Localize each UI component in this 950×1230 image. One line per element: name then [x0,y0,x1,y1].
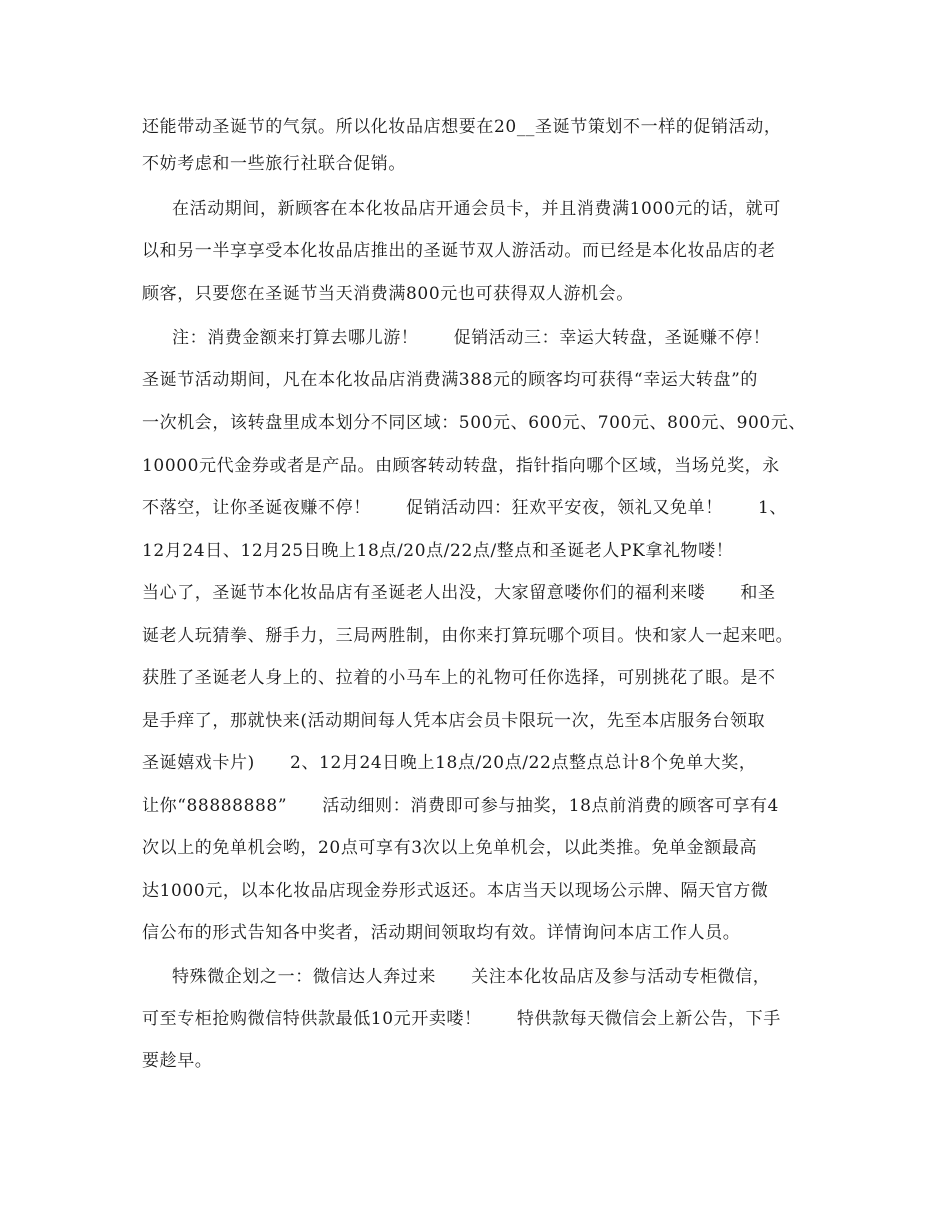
text-line: 10000元代金券或者是产品。由顾客转动转盘，指针指向哪个区域，当场兑奖，永 [142,456,780,476]
text-line: 一次机会，该转盘里成本划分不同区域：500元、600元、700元、800元、900元、 [142,413,807,433]
text-line: 不妨考虑和一些旅行社联合促销。 [142,154,406,174]
text-line: 当心了，圣诞节本化妆品店有圣诞老人出没，大家留意喽你们的福利来喽 和圣 [142,583,776,603]
text-line: 信公布的形式告知各中奖者，活动期间领取均有效。详情询问本店工作人员。 [142,923,741,943]
text-line: 诞老人玩猜拳、掰手力，三局两胜制，由你来打算玩哪个项目。快和家人一起来吧。 [142,626,794,646]
text-line: 获胜了圣诞老人身上的、拉着的小马车上的礼物可任你选择，可别挑花了眼。是不 [142,668,776,688]
text-line: 圣诞节活动期间，凡在本化妆品店消费满388元的顾客均可获得“幸运大转盘”的 [142,370,759,390]
text-line: 达1000元，以本化妆品店现金券形式返还。本店当天以现场公示牌、隔天官方微 [142,881,769,901]
text-line: 以和另一半享享受本化妆品店推出的圣诞节双人游活动。而已经是本化妆品店的老 [142,241,776,261]
paragraph-start-line: 注：消费金额来打算去哪儿游！ 促销活动三：幸运大转盘，圣诞赚不停！ [172,328,771,348]
text-line: 要趁早。 [142,1051,213,1071]
text-line: 可至专柜抢购微信特供款最低10元开卖喽！ 特供款每天微信会上新公告，下手 [142,1009,781,1029]
paragraph-start-line: 在活动期间，新顾客在本化妆品店开通会员卡，并且消费满1000元的话，就可 [172,199,781,219]
text-line: 顾客，只要您在圣诞节当天消费满800元也可获得双人游机会。 [142,284,634,304]
text-line: 圣诞嬉戏卡片) 2、12月24日晚上18点/20点/22点整点总计8个免单大奖， [142,753,757,773]
text-line: 让你“88888888” 活动细则：消费即可参与抽奖，18点前消费的顾客可享有4 [142,796,779,816]
text-line: 不落空，让你圣诞夜赚不停！ 促销活动四：狂欢平安夜，领礼又免单！ 1、 [142,498,788,518]
paragraph-start-line: 特殊微企划之一：微信达人奔过来 关注本化妆品店及参与活动专柜微信， [172,967,771,987]
text-line: 是手痒了，那就快来(活动期间每人凭本店会员卡限玩一次，先至本店服务台领取 [142,711,766,731]
text-line: 还能带动圣诞节的气氛。所以化妆品店想要在20__圣诞节策划不一样的促销活动， [142,117,782,137]
text-line: 12月24日、12月25日晚上18点/20点/22点/整点和圣诞老人PK拿礼物喽！ [142,541,734,561]
text-line: 次以上的免单机会哟，20点可享有3次以上免单机会，以此类推。免单金额最高 [142,838,758,858]
